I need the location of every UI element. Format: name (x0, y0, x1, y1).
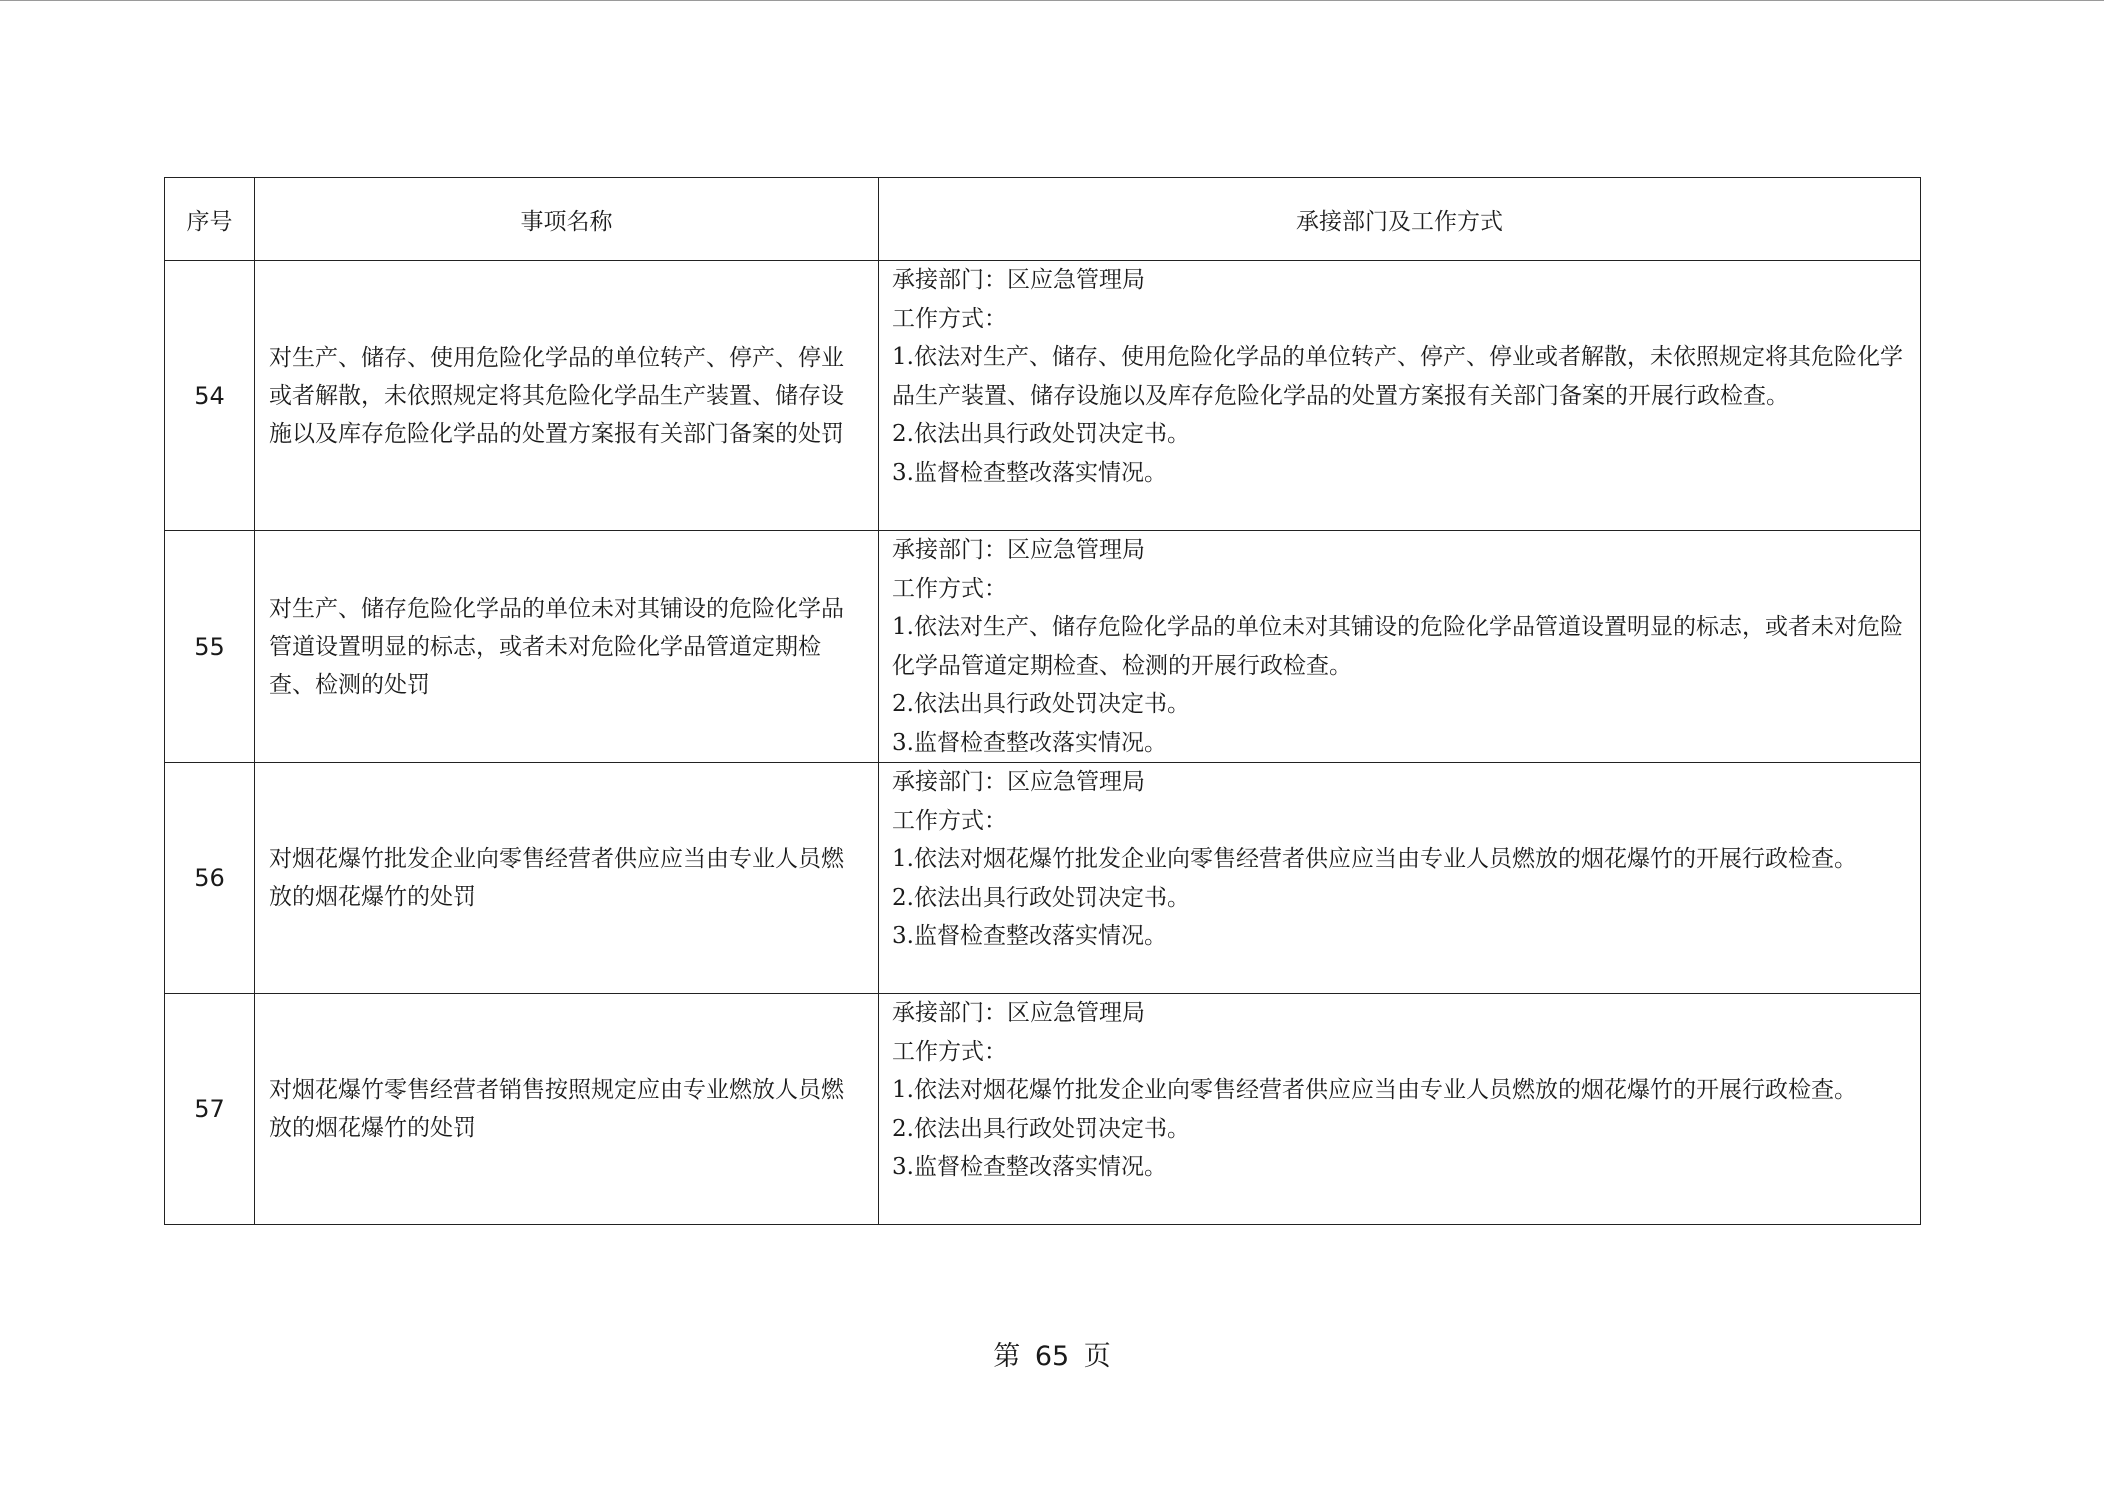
department-line: 承接部门：区应急管理局 (892, 1000, 1145, 1026)
department-line: 承接部门：区应急管理局 (892, 769, 1145, 795)
department-and-method (879, 261, 1921, 531)
method-step: 2.依法出具行政处罚决定书。 (892, 691, 1190, 717)
method-step: 1.依法对生产、储存、使用危险化学品的单位转产、停产、停业或者解散，未依照规定将其危险化学品生产装置、储存设施以及库存危险化学品的处置方案报有关部门备案的开展行政检查。 (892, 344, 1903, 409)
row-number: 57 (165, 994, 255, 1225)
method-step: 2.依法出具行政处罚决定书。 (892, 884, 1190, 911)
method-step: 1.依法对烟花爆竹批发企业向零售经营者供应应当由专业人员燃放的烟花爆竹的开展行政检查。 (892, 846, 1857, 872)
item-name: 对生产、储存、使用危险化学品的单位转产、停产、停业或者解散，未依照规定将其危险化学品生产装置、储存设施以及库存危险化学品的处置方案报有关部门备案的处罚 (255, 261, 879, 531)
table-row (165, 261, 1921, 531)
method-step: 1.依法对烟花爆竹批发企业向零售经营者供应应当由专业人员燃放的烟花爆竹的开展行政检查。 (892, 1077, 1857, 1103)
table-header-row (165, 178, 1921, 261)
row-number: 55 (165, 531, 255, 763)
item-name: 对烟花爆竹批发企业向零售经营者供应应当由专业人员燃放的烟花爆竹的处罚 (255, 763, 879, 994)
method-label: 工作方式： (892, 575, 1007, 602)
method-step: 2.依法出具行政处罚决定书。 (892, 1115, 1190, 1142)
method-step: 1.依法对生产、储存危险化学品的单位未对其铺设的危险化学品管道设置明显的标志，或者未对危险化学品管道定期检查、检测的开展行政检查。 (892, 614, 1903, 679)
department-and-method (879, 763, 1921, 994)
department-and-method (879, 994, 1921, 1225)
top-border-line (0, 0, 2104, 1)
method-step: 3.监督检查整改落实情况。 (892, 1154, 1167, 1180)
item-name: 对生产、储存危险化学品的单位未对其铺设的危险化学品管道设置明显的标志，或者未对危险化学品管道定期检查、检测的处罚 (255, 531, 879, 763)
department-line: 承接部门：区应急管理局 (892, 267, 1145, 293)
item-name: 对烟花爆竹零售经营者销售按照规定应由专业燃放人员燃放的烟花爆竹的处罚 (255, 994, 879, 1225)
header-item-name: 事项名称 (255, 178, 879, 261)
method-label: 工作方式： (892, 1038, 1007, 1065)
page-prefix: 第 (993, 1341, 1021, 1372)
method-label: 工作方式： (892, 305, 1007, 332)
page-number: 65 (1034, 1341, 1070, 1372)
department-line: 承接部门：区应急管理局 (892, 537, 1145, 563)
table-row (165, 994, 1921, 1225)
method-step: 3.监督检查整改落实情况。 (892, 923, 1167, 949)
header-department-and-method: 承接部门及工作方式 (879, 178, 1921, 261)
page-footer (0, 1334, 2104, 1373)
method-step: 3.监督检查整改落实情况。 (892, 459, 1167, 486)
method-step: 2.依法出具行政处罚决定书。 (892, 421, 1190, 447)
header-serial-number: 序号 (165, 178, 255, 261)
table-row (165, 763, 1921, 994)
method-step: 3.监督检查整改落实情况。 (892, 729, 1167, 756)
department-and-method (879, 531, 1921, 763)
page-suffix: 页 (1083, 1341, 1111, 1372)
method-label: 工作方式： (892, 807, 1007, 834)
table-row (165, 531, 1921, 763)
row-number: 54 (165, 261, 255, 531)
items-table (164, 177, 1921, 1225)
row-number: 56 (165, 763, 255, 994)
